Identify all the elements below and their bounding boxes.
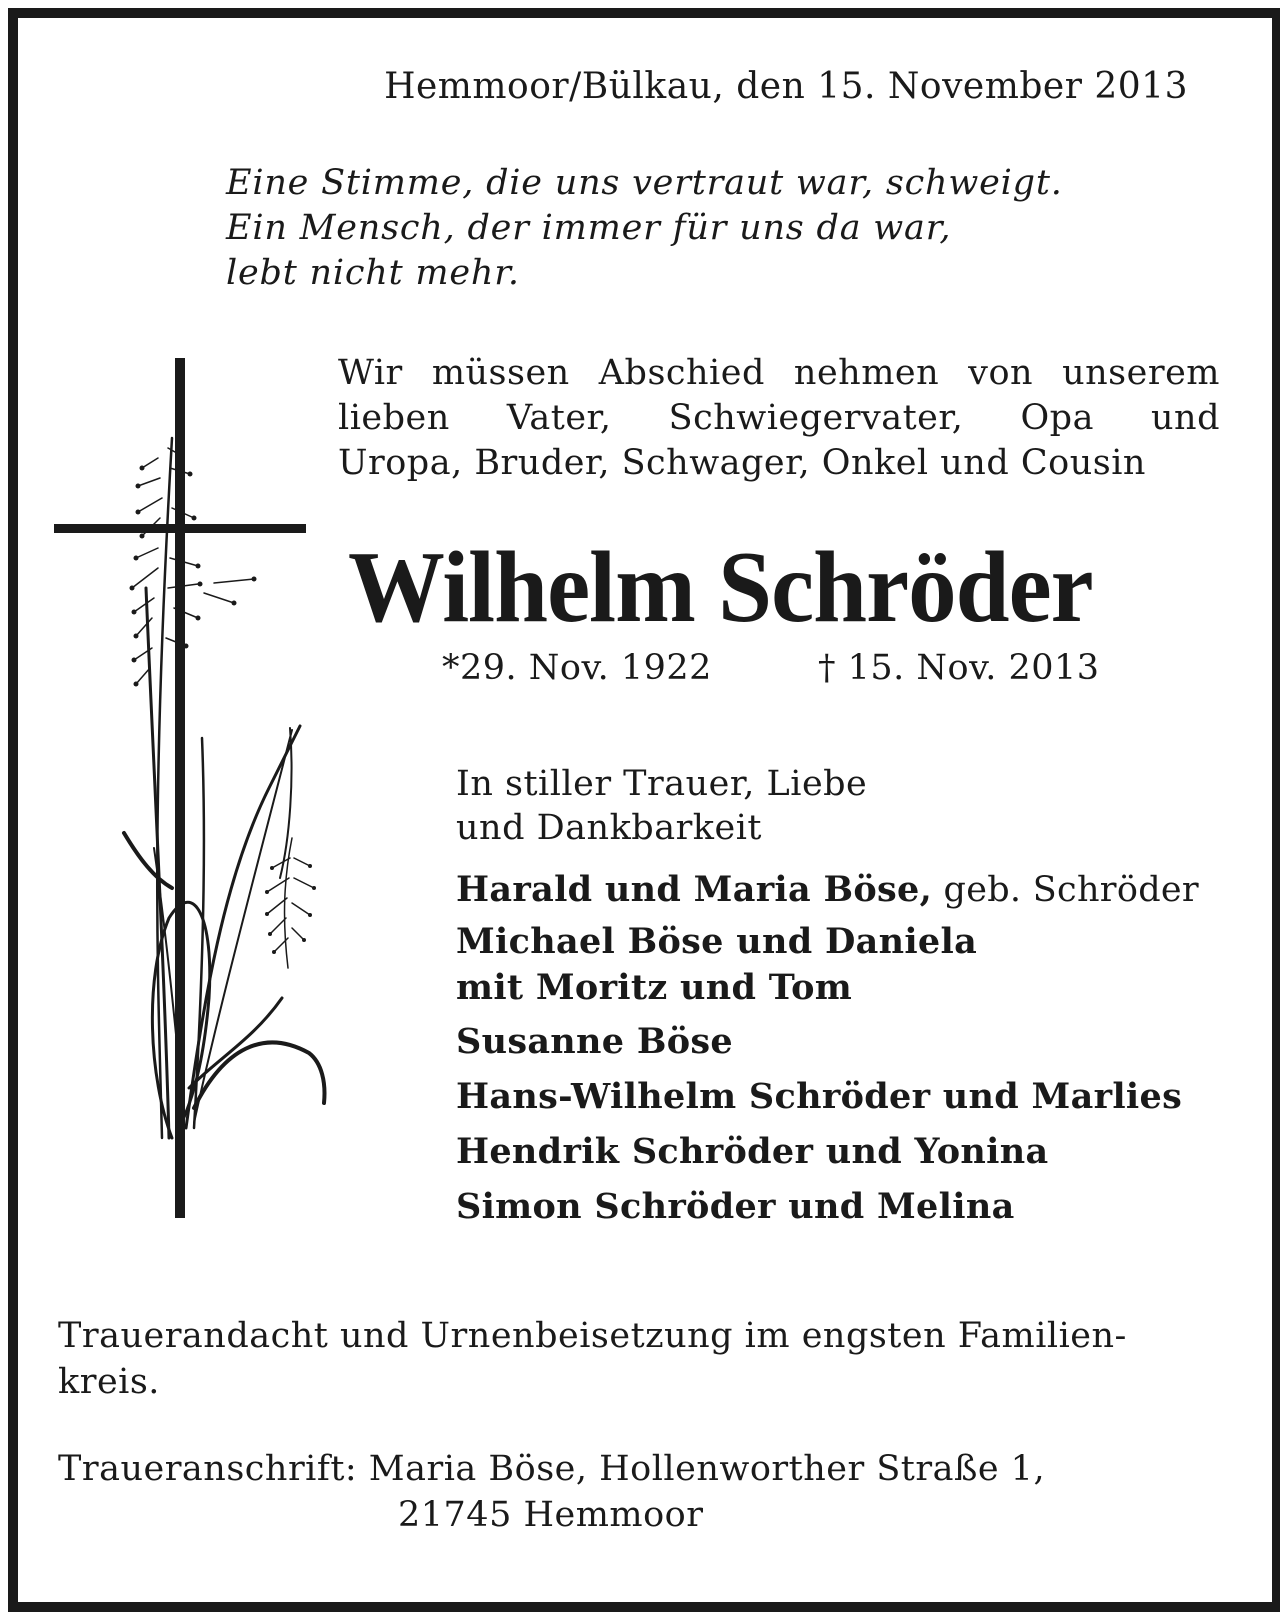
cross-grass-icon [54,358,334,1228]
family-member [456,919,977,1011]
family-member-name: Michael Böse und Daniela [456,921,978,962]
family-member: Hendrik Schröder und Yonina [456,1131,1049,1172]
address-line: 21745 Hemmoor [398,1495,704,1535]
birth-date: *29. Nov. 1922 [442,648,712,688]
family-member-name: Harald und Maria Böse, [456,869,933,910]
death-date: † 15. Nov. 2013 [818,648,1100,688]
intro-line: Uropa, Bruder, Schwager, Onkel und Cousin [338,443,1146,483]
intro-line: lieben Vater, Schwiegervater, Opa und [338,398,1220,438]
family-member-note: geb. Schröder [932,870,1199,910]
family-member [456,867,1199,913]
deceased-name: Wilhelm Schröder [348,531,1093,644]
mourning-line: und Dankbarkeit [456,808,762,848]
intro-line: Wir müssen Abschied nehmen von unserem [338,353,1220,393]
intro-text [338,351,1220,486]
family-member: Simon Schröder und Melina [456,1186,1015,1227]
mourning-line: In stiller Trauer, Liebe [456,764,868,804]
poem-line: Ein Mensch, der immer für uns da war, [226,208,952,248]
family-member: Susanne Böse [456,1021,733,1062]
place-date: Hemmoor/Bülkau, den 15. November 2013 [384,66,1188,107]
mourning-text [456,762,867,850]
poem [226,161,1063,296]
address-line: Traueranschrift: Maria Böse, Hollenworther Straße 1, [58,1449,1046,1489]
family-member-name: mit Moritz und Tom [456,967,853,1008]
family-member: Hans-Wilhelm Schröder und Marlies [456,1076,1183,1117]
poem-line: lebt nicht mehr. [226,253,520,293]
poem-line: Eine Stimme, die uns vertraut war, schweigt. [226,163,1063,203]
service-note: Trauerandacht und Urnenbeisetzung im engsten Familien-kreis. [58,1316,1127,1402]
